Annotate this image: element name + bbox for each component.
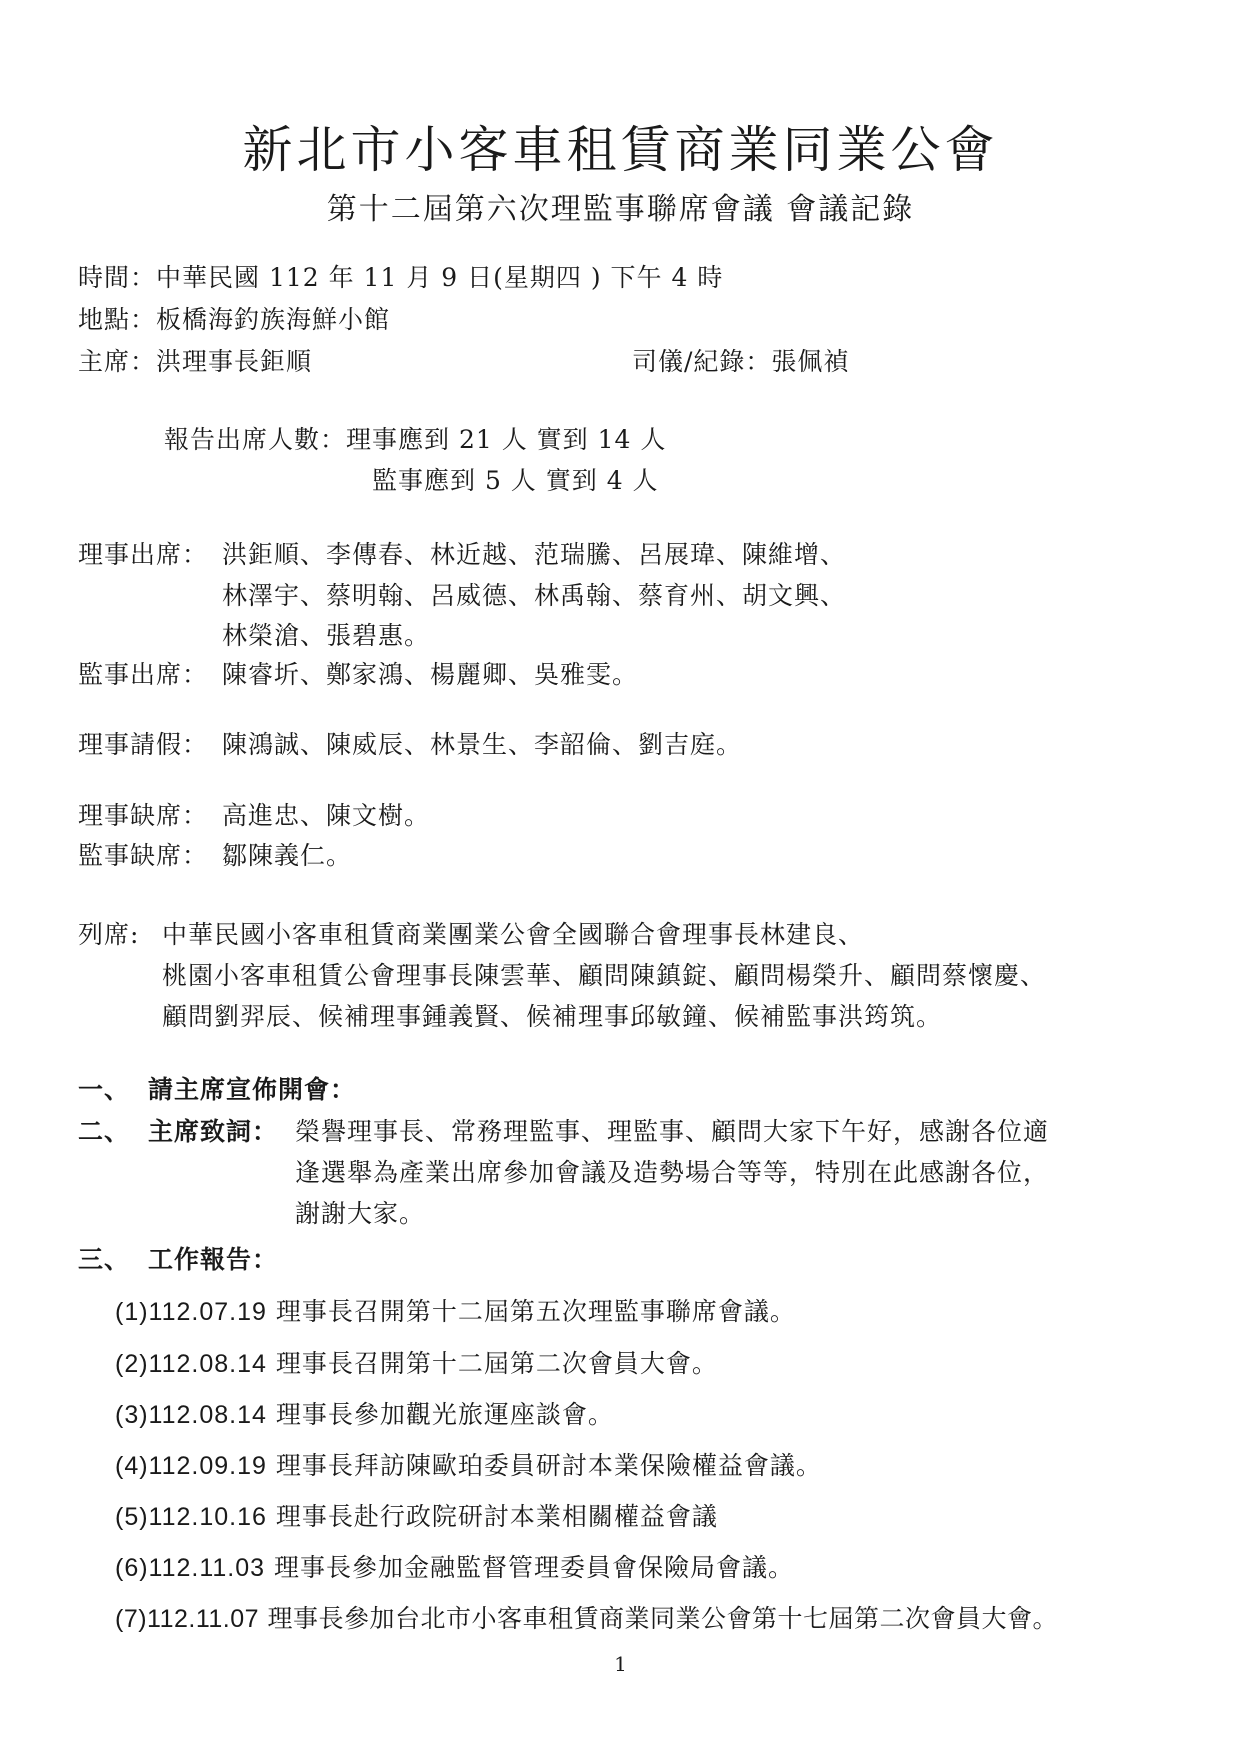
work-report-date: (5)112.10.16: [115, 1503, 267, 1531]
section-2-title: 主席致詞：: [148, 1117, 279, 1146]
guests-line1: 中華民國小客車租賃商業團業公會全國聯合會理事長林建良、: [162, 920, 865, 949]
work-report-item: [115, 1548, 794, 1584]
directors-present-label: 理事出席：: [78, 540, 209, 569]
directors-present-line1: 洪鉅順、李傳春、林近越、范瑞騰、呂展瑋、陳維增、: [222, 540, 847, 569]
work-report-item: [115, 1395, 614, 1431]
work-report-date: (2)112.08.14: [115, 1350, 267, 1378]
work-report-text: 理事長參加台北市小客車租賃商業同業公會第十七屆第二次會員大會。: [259, 1604, 1059, 1633]
supervisors-absent-names: 鄒陳義仁。: [222, 841, 353, 870]
section-2-line2: 逢選舉為產業出席參加會議及造勢場合等等，特別在此感謝各位，: [295, 1158, 1050, 1187]
section-1-title: 請主席宣佈開會：: [148, 1075, 357, 1104]
guests-line3: 顧問劉羿辰、候補理事鍾義賢、候補理事邱敏鐘、候補監事洪筠筑。: [162, 1002, 943, 1031]
meeting-time: 時間：中華民國 112 年 11 月 9 日(星期四 ) 下午 4 時: [78, 263, 724, 292]
work-report-text: 理事長參加觀光旅運座談會。: [266, 1400, 614, 1429]
meeting-place: 地點：板橋海釣族海鮮小館: [78, 305, 391, 334]
section-3-number: 三、: [78, 1245, 131, 1274]
attendance-directors: 報告出席人數：理事應到 21 人 實到 14 人: [164, 425, 667, 454]
section-2-line3: 謝謝大家。: [295, 1199, 426, 1228]
work-report-text: 理事長召開第十二屆第二次會員大會。: [266, 1349, 718, 1378]
page-number: 1: [614, 1652, 627, 1676]
section-2-line1: 榮譽理事長、常務理監事、理監事、顧問大家下午好，感謝各位適: [295, 1117, 1050, 1146]
section-2-number: 二、: [78, 1117, 131, 1146]
work-report-date: (7)112.11.07: [115, 1605, 260, 1633]
meeting-recorder: 司儀/紀錄：張佩禎: [632, 347, 850, 376]
work-report-item: [115, 1599, 1058, 1635]
supervisors-absent-label: 監事缺席：: [78, 841, 209, 870]
section-1-number: 一、: [78, 1075, 131, 1104]
work-report-date: (1)112.07.19: [115, 1298, 267, 1326]
work-report-text: 理事長赴行政院研討本業相關權益會議: [266, 1502, 718, 1531]
attendance-supervisors: 監事應到 5 人 實到 4 人: [372, 466, 659, 495]
work-report-item: [115, 1497, 718, 1533]
work-report-date: (6)112.11.03: [115, 1554, 266, 1582]
work-report-date: (3)112.08.14: [115, 1401, 267, 1429]
document-title: 新北市小客車租賃商業同業公會: [242, 121, 999, 179]
directors-leave-names: 陳鴻誠、陳威辰、林景生、李韶倫、劉吉庭。: [222, 730, 743, 759]
work-report-item: [115, 1344, 718, 1380]
directors-present-line3: 林榮滄、張碧惠。: [222, 621, 431, 650]
directors-absent-names: 高進忠、陳文樹。: [222, 801, 431, 830]
section-3-title: 工作報告：: [148, 1245, 279, 1274]
work-report-text: 理事長拜訪陳歐珀委員研討本業保險權益會議。: [266, 1451, 822, 1480]
directors-absent-label: 理事缺席：: [78, 801, 209, 830]
work-report-text: 理事長召開第十二屆第五次理監事聯席會議。: [266, 1297, 796, 1326]
directors-leave-label: 理事請假：: [78, 730, 209, 759]
guests-label: 列席:: [78, 920, 140, 949]
work-report-text: 理事長參加金融監督管理委員會保險局會議。: [265, 1553, 795, 1582]
work-report-date: (4)112.09.19: [115, 1452, 267, 1480]
guests-line2: 桃園小客車租賃公會理事長陳雲華、顧問陳鎮錠、顧問楊榮升、顧問蔡懷慶、: [162, 961, 1047, 990]
work-report-item: [115, 1446, 822, 1482]
meeting-chair: 主席：洪理事長鉅順: [78, 347, 313, 376]
supervisors-present-names: 陳睿圻、鄭家鴻、楊麗卿、吳雅雯。: [222, 660, 639, 689]
directors-present-line2: 林澤宇、蔡明翰、呂威德、林禹翰、蔡育州、胡文興、: [222, 581, 847, 610]
work-report-item: [115, 1292, 796, 1328]
document-subtitle: 第十二屆第六次理監事聯席會議 會議記錄: [326, 192, 915, 227]
supervisors-present-label: 監事出席：: [78, 660, 209, 689]
